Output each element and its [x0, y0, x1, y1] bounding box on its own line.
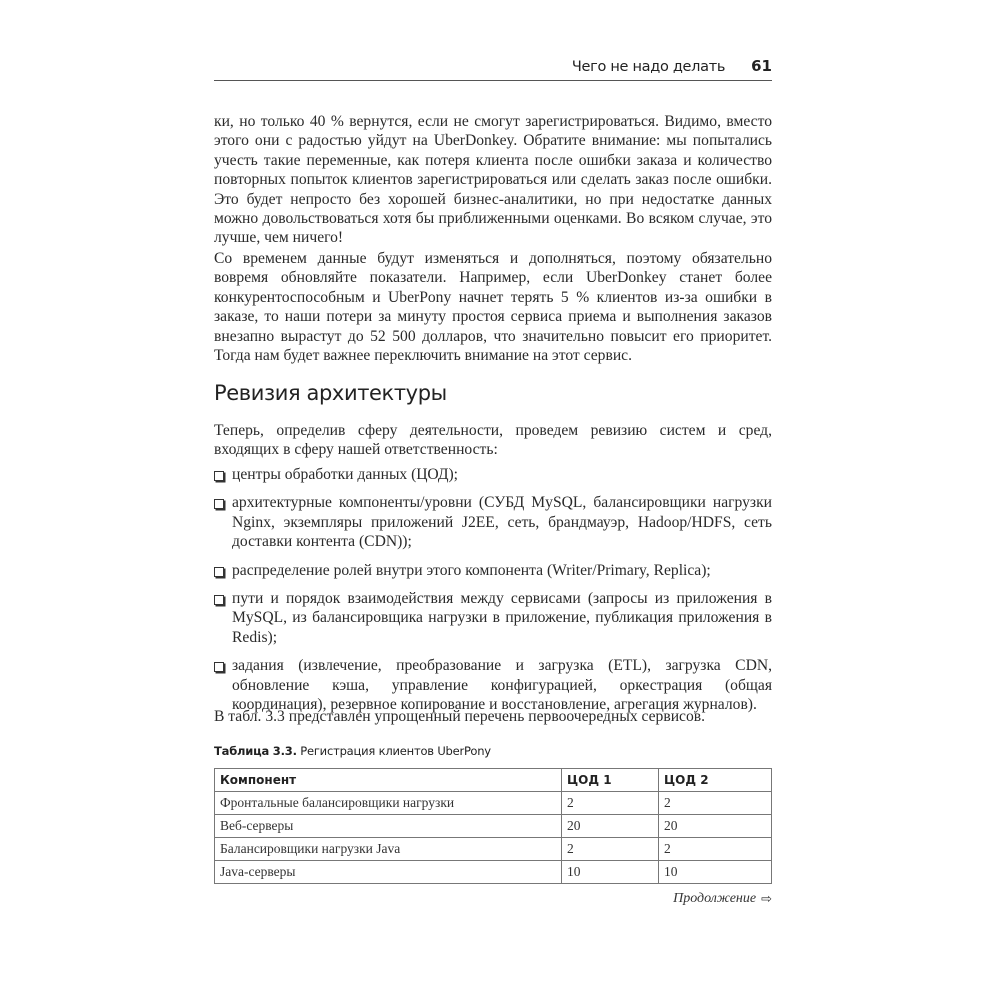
list-item	[214, 561, 772, 580]
page-number: 61	[751, 57, 772, 75]
continuation-label: Продолжение	[673, 891, 757, 906]
running-head	[572, 57, 772, 75]
table-cell: Java-серверы	[215, 861, 562, 884]
list-item-text: пути и порядок взаимодействия между сервисами (запросы из приложения в MySQL, из балансировщика нагрузки в приложение, публикация приложения в Redis);	[232, 590, 772, 646]
paragraph-3: Теперь, определив сферу деятельности, проведем ревизию систем и сред, входящих в сферу нашей ответственность:	[214, 422, 772, 459]
table-cell: 2	[562, 792, 659, 815]
table-row	[215, 792, 772, 815]
column-header-component: Компонент	[215, 769, 562, 792]
running-head-title: Чего не надо делать	[571, 59, 726, 75]
table-cell: Веб-серверы	[215, 815, 562, 838]
table-cell: 20	[659, 815, 772, 838]
components-table	[214, 768, 772, 884]
table-header-row	[215, 769, 772, 792]
section-heading: Ревизия архитектуры	[214, 381, 447, 405]
table-row	[215, 838, 772, 861]
table-cell: 2	[562, 838, 659, 861]
checkbox-bullet-icon	[214, 471, 224, 481]
table-cell: Фронтальные балансировщики нагрузки	[215, 792, 562, 815]
checkbox-bullet-icon	[214, 567, 224, 577]
list-item	[214, 589, 772, 647]
list-item	[214, 493, 772, 551]
table-cell: 10	[659, 861, 772, 884]
column-header-dc1: ЦОД 1	[562, 769, 659, 792]
table-cell: 20	[562, 815, 659, 838]
bullet-list	[214, 465, 772, 723]
table-caption	[214, 744, 491, 758]
list-item-text: распределение ролей внутри этого компонента (Writer/Primary, Replica);	[232, 561, 711, 579]
continuation-note	[673, 891, 772, 907]
table-caption-text: Регистрация клиентов UberPony	[300, 744, 491, 758]
continuation-arrow-icon: ⇨	[761, 891, 772, 906]
table-row	[215, 861, 772, 884]
checkbox-bullet-icon	[214, 499, 224, 509]
table-caption-label: Таблица 3.3.	[214, 744, 297, 758]
table-cell: 2	[659, 792, 772, 815]
table-cell: 10	[562, 861, 659, 884]
list-item-text: задания (извлечение, преобразование и загрузка (ETL), загрузка CDN, обновление кэша, управление конфигурацией, оркестрация (общая координация), резервное копирование и восстановление, агрегация журналов).	[232, 657, 772, 714]
list-item	[214, 656, 772, 714]
list-item-text: архитектурные компоненты/уровни (СУБД MySQL, балансировщики нагрузки Nginx, экземпляры приложений J2EE, сеть, брандмауэр, Hadoop/HDFS, сеть доставки контента (CDN));	[232, 494, 772, 551]
paragraph-2: Со временем данные будут изменяться и дополняться, поэтому обязательно вовремя обновляйте показатели. Например, если UberDonkey станет более конкурентоспособным и UberPony начнет терять 5 % клиентов из-за ошибки в заказе, то наши потери за минуту простоя сервиса приема и выполнения заказов внезапно вырастут до 52 500 долларов, что значительно повысит его приоритет. Тогда нам будет важнее переключить внимание на этот сервис.	[214, 250, 772, 365]
column-header-dc2: ЦОД 2	[659, 769, 772, 792]
checkbox-bullet-icon	[214, 662, 224, 672]
header-rule	[214, 80, 772, 81]
list-item-text: центры обработки данных (ЦОД);	[232, 466, 459, 483]
table-cell: 2	[659, 838, 772, 861]
checkbox-bullet-icon	[214, 595, 224, 605]
list-item	[214, 465, 772, 484]
table-row	[215, 815, 772, 838]
paragraph-4: В табл. 3.3 представлен упрощенный перечень первоочередных сервисов.	[214, 708, 706, 725]
table-cell: Балансировщики нагрузки Java	[215, 838, 562, 861]
paragraph-1: ки, но только 40 % вернутся, если не смогут зарегистрироваться. Видимо, вместо этого они с радостью уйдут на UberDonkey. Обратите внимание: мы попытались учесть такие переменные, как потеря клиента после ошибки заказа и количество повторных попыток клиентов зарегистрироваться или сделать заказ после ошибки. Это будет непросто без хорошей бизнес-аналитики, но при недостатке данных можно довольствоваться хотя бы приближенными оценками. Во всяком случае, это лучше, чем ничего!	[214, 113, 772, 247]
